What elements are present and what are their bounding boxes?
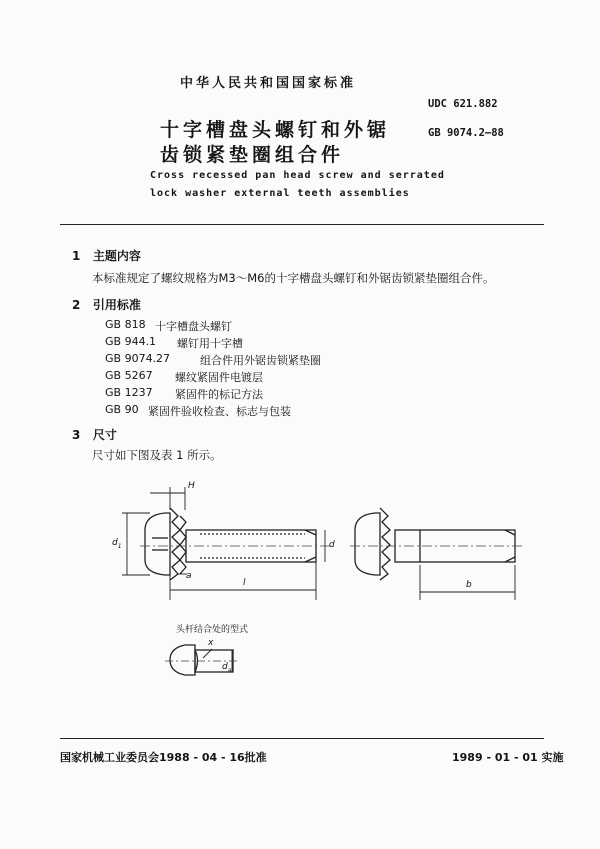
document-title-line1: 十字槽盘头螺钉和外锯	[160, 119, 391, 141]
footer-divider	[60, 738, 544, 739]
reference-item: GB 1237	[105, 386, 153, 399]
reference-item-title: 紧固件验收检查、标志与包装	[148, 405, 291, 418]
left-view	[145, 508, 316, 580]
english-title-line2: lock washer external teeth assemblies	[150, 188, 410, 199]
section-2-heading: 2 引用标准	[72, 298, 141, 312]
standard-number: GB 9074.2—88	[428, 127, 504, 139]
reference-item-title: 螺纹紧固件电镀层	[175, 371, 263, 384]
dim-label-x: x	[208, 638, 214, 648]
section-1-heading: 1 主题内容	[72, 249, 141, 263]
reference-item-title: 螺钉用十字槽	[177, 337, 243, 350]
reference-item-title: 组合件用外锯齿锁紧垫圈	[200, 354, 321, 367]
approval-date: 国家机械工业委员会1988 - 04 - 16批准	[60, 751, 267, 764]
right-view	[355, 508, 515, 580]
dim-label-H: H	[188, 481, 195, 491]
dim-label-d: d	[329, 540, 335, 550]
section-3-body: 尺寸如下图及表 1 所示。	[92, 448, 222, 462]
reference-item-title: 十字槽盘头螺钉	[155, 320, 232, 333]
reference-item: GB 9074.27	[105, 352, 171, 365]
reference-item-title: 紧固件的标记方法	[175, 388, 263, 401]
reference-item: GB 944.1	[105, 335, 157, 348]
effective-date: 1989 - 01 - 01 实施	[452, 751, 564, 764]
dim-label-d1: $d_1$	[112, 538, 122, 550]
reference-item: GB 90	[105, 403, 139, 416]
document-title-line2: 齿锁紧垫圈组合件	[160, 144, 345, 166]
section-1-body: 本标准规定了螺纹规格为M3～M6的十字槽盘头螺钉和外锯齿锁紧垫圈组合件。	[92, 271, 495, 285]
udc-number: UDC 621.882	[428, 98, 498, 110]
detail-caption: 头杆结合处的型式	[176, 625, 249, 635]
reference-item: GB 818	[105, 318, 146, 331]
dim-label-l: l	[243, 578, 246, 588]
dim-label-da: $d_a$	[222, 662, 232, 674]
dim-label-b: b	[466, 580, 472, 590]
left-dimensions	[122, 487, 325, 600]
section-3-heading: 3 尺寸	[72, 428, 117, 442]
dim-label-a: a	[186, 571, 192, 581]
issuer-title: 中华人民共和国国家标准	[180, 76, 357, 91]
reference-item: GB 5267	[105, 369, 153, 382]
english-title-line1: Cross recessed pan head screw and serrated	[150, 170, 445, 181]
